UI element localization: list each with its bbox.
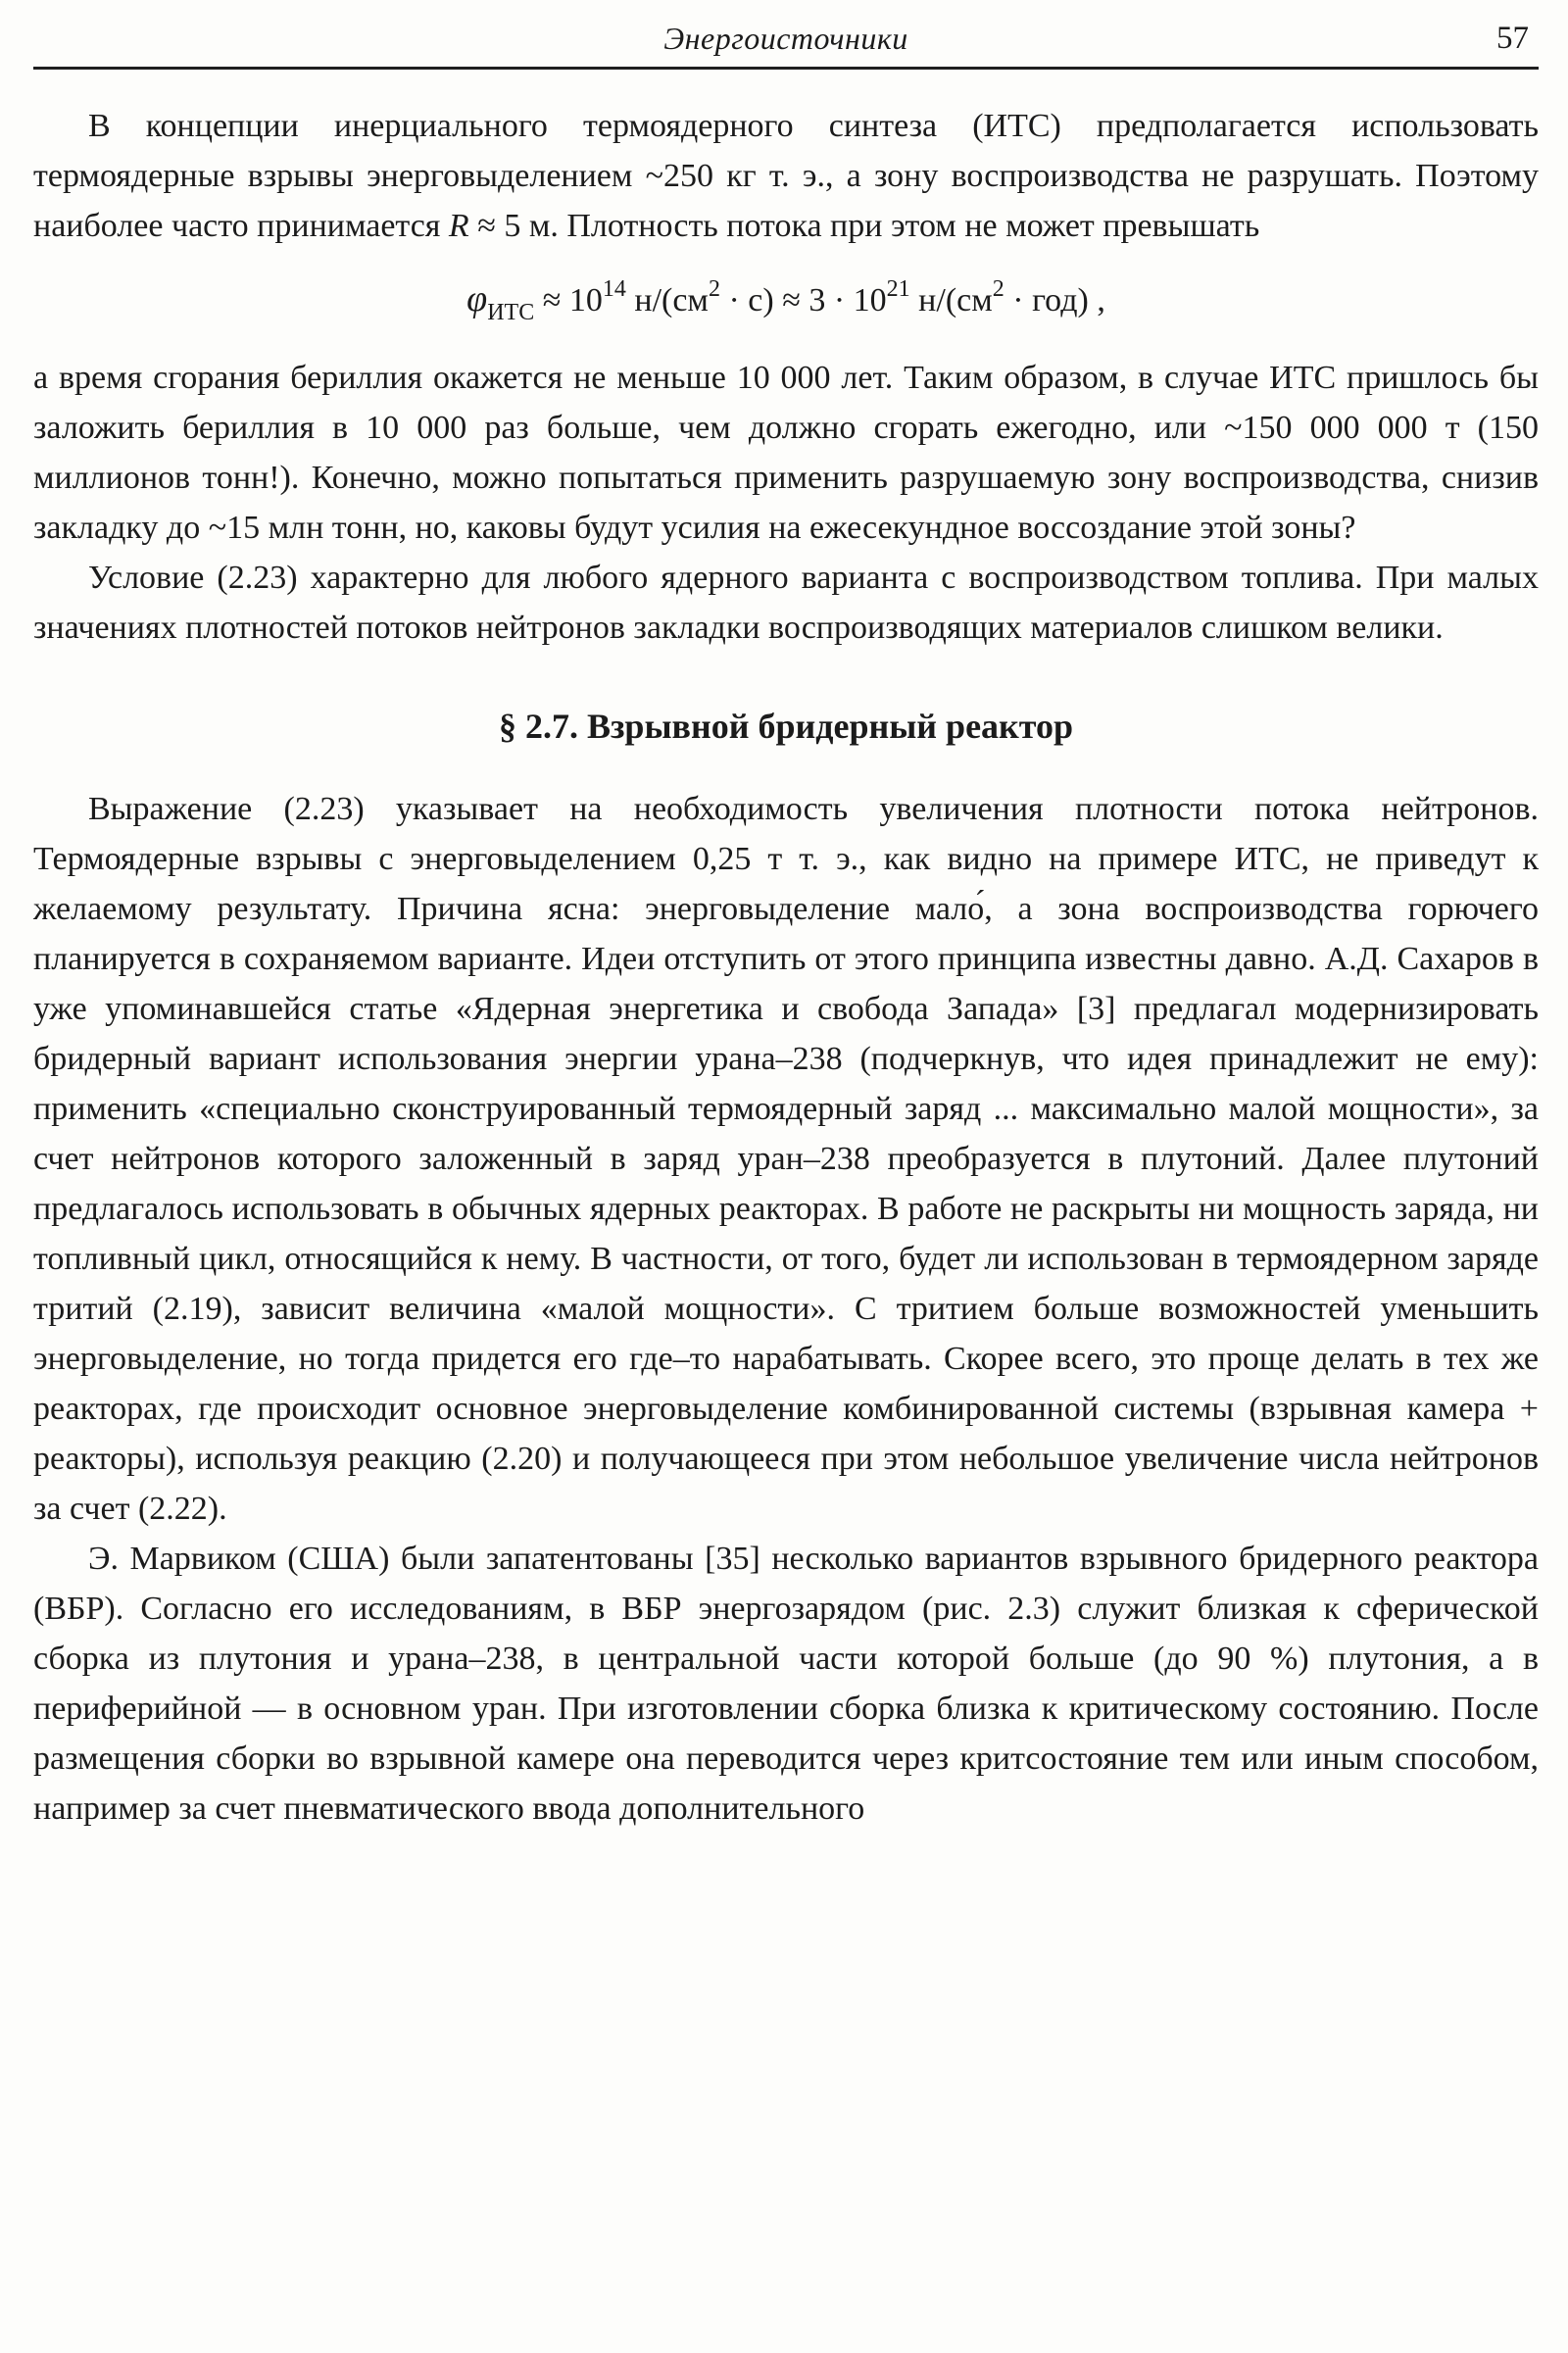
paragraph-itc-text-end: ≈ 5 м. Плотность потока при этом не может превышать xyxy=(468,208,1260,244)
formula-exponent-14: 14 xyxy=(602,276,626,302)
formula-phi-symbol: φ xyxy=(466,278,488,319)
section-heading-2-7: § 2.7. Взрывной бридерный реактор xyxy=(498,707,1074,746)
paragraph-expression-223: Выражение (2.23) указывает на необходимость увеличения плотности потока нейтронов. Термоядерные взрывы с энерговыделением 0,25 т т. э., как видно на примере ИТС, не приведут к желаемому результату. Причина ясна: энерговыделение мало́, а зона воспроизводства горючего планируется в сохраняемом варианте. Идеи отступить от этого принципа известны давно. А.Д. Сахаров в уже упоминавшейся статье «Ядерная энергетика и свобода Запада» [3] предлагал модернизировать бридерный вариант использования энергии урана–238 (подчеркнув, что идея принадлежит не ему): применить «специально сконструированный термоядерный заряд ... максимально малой мощности», за счет нейтронов которого заложенный в заряд уран–238 преобразуется в плутоний. Далее плутоний предлагалось использовать в обычных ядерных реакторах. В работе не раскрыты ни мощность заряда, ни топливный цикл, относящийся к нему. В частности, от того, будет ли использован в термоядерном заряде тритий (2.19), зависит величина «малой мощности». С тритием больше возможностей уменьшить энерговыделение, но тогда придется его где–то нарабатывать. Скорее всего, это проще делать в тех же реакторах, где происходит основное энерговыделение комбинированной системы (взрывная камера + реакторы), используя реакцию (2.20) и получающееся при этом небольшое увеличение числа нейтронов за счет (2.22). xyxy=(33,791,1539,1527)
formula-exponent-21: 21 xyxy=(886,276,910,302)
formula-exponent-2a: 2 xyxy=(708,276,720,302)
formula-phi-subscript: ИТС xyxy=(487,300,535,325)
formula-approx-segment: ≈ 10 xyxy=(534,282,603,319)
paragraph-condition-223: Условие (2.23) характерно для любого ядерного варианта с воспроизводством топлива. При малых значениях плотностей потоков нейтронов закладки воспроизводящих материалов слишком велики. xyxy=(33,560,1539,646)
running-head xyxy=(33,16,1539,61)
variable-R: R xyxy=(448,208,469,244)
paragraph-itc-concept xyxy=(33,101,1539,251)
formula-mid-segment: · с) ≈ 3 · 10 xyxy=(719,282,887,319)
header-rule xyxy=(33,67,1539,70)
formula-unit-segment-1: н/(см xyxy=(625,282,709,319)
formula-exponent-2b: 2 xyxy=(992,276,1004,302)
formula-tail-segment: · год) , xyxy=(1004,282,1105,319)
running-title: Энергоисточники xyxy=(663,21,908,56)
page-body xyxy=(33,101,1539,1834)
paragraph-beryllium: а время сгорания бериллия окажется не меньше 10 000 лет. Таким образом, в случае ИТС пришлось бы заложить бериллия в 10 000 раз больше, чем должно сгорать ежегодно, или ~150 000 000 т (150 миллионов тонн!). Конечно, можно попытаться применить разрушаемую зону воспроизводства, снизив закладку до ~15 млн тонн, но, каковы будут усилия на ежесекундное воссоздание этой зоны? xyxy=(33,360,1539,546)
paragraph-marwick-vbr: Э. Марвиком (США) были запатентованы [35] несколько вариантов взрывного бридерного реактора (ВБР). Согласно его исследованиям, в ВБР энергозарядом (рис. 2.3) служит близкая к сферической сборка из плутония и урана–238, в центральной части которой больше (до 90 %) плутония, а в периферийной — в основном уран. При изготовлении сборка близка к критическому состоянию. После размещения сборки во взрывной камере она переводится через критсостояние тем или иным способом, например за счет пневматического ввода дополнительного xyxy=(33,1541,1539,1827)
neutron-flux-formula xyxy=(33,270,1539,329)
paragraph-itc-text-start: В концепции инерциального термоядерного синтеза (ИТС) предполагается использовать термоядерные взрывы энерговыделением ~250 кг т. э., а зону воспроизводства не разрушать. Поэтому наиболее часто принимается xyxy=(33,108,1539,244)
formula-unit-segment-2: н/(см xyxy=(909,282,993,319)
page-number: 57 xyxy=(1496,21,1529,56)
